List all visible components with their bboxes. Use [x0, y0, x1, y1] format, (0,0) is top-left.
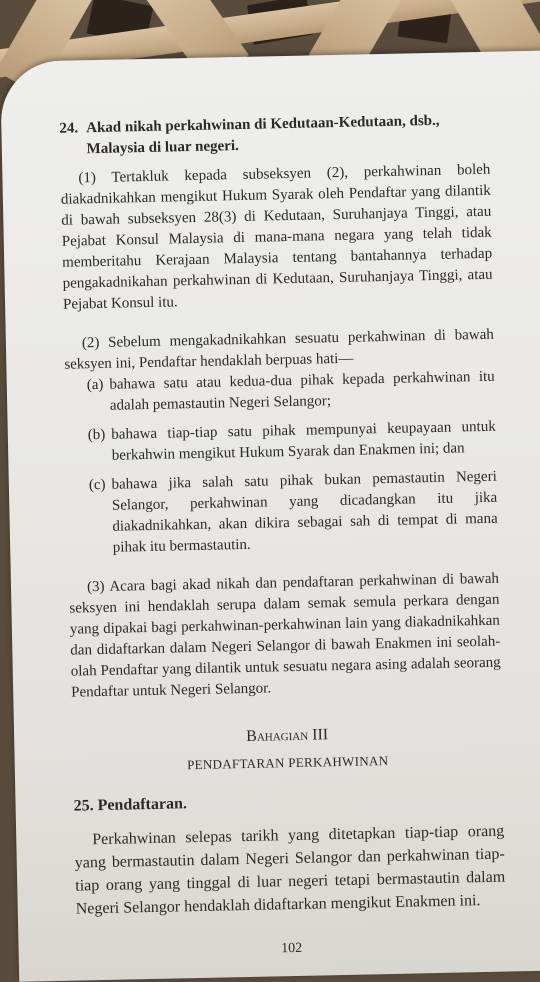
item-label: (b) — [87, 426, 106, 444]
page-number: 102 — [280, 940, 303, 957]
page-content — [59, 110, 507, 964]
item-label: (c) — [88, 476, 106, 494]
item-text: bahawa jika salah satu pihak bukan pemastautin Negeri Selangor, perkahwinan yang dicadangkan itu jika diakadnikahkan, akan dikira sebagai sah di tempat di mana pihak itu bermastautin. — [111, 468, 498, 556]
part-subtitle: PENDAFTARAN PERKAHWINAN — [186, 753, 389, 773]
section-24-title: Akad nikah perkahwinan di Kedutaan-Kedutaan, dsb., Malaysia di luar negeri. — [85, 112, 440, 158]
list-item — [65, 367, 496, 418]
item-text: bahawa tiap-tiap satu pihak mempunyai keupayaan untuk berkahwin mengikut Hukum Syarak dan Enakmen ini; dan — [111, 418, 496, 464]
list-item — [66, 417, 497, 468]
section-25-heading: 25. Pendaftaran. — [73, 795, 188, 815]
section-24-heading — [59, 110, 490, 161]
item-text: bahawa satu atau kedua-dua pihak kepada perkahwinan itu adalah pemastautin Negeri Selangor; — [109, 368, 495, 414]
part-title: Bahagian III — [246, 726, 329, 745]
item-label: (a) — [86, 376, 104, 394]
section-24-para-3: (3) Acara bagi akad nikah dan pendaftaran perkahwinan di bawah seksyen ini hendaklah serupa dalam semak semula perkara dengan yang dipakai bagi perkahwinan-perkahwinan lain yang diakadnikahkan dan didaftarkan dalam Negeri Selangor di bawah Enakmen ini seolah-olah Pendaftar yang dilantik untuk sesuatu negara asing adalah seorang Pendaftar untuk Negeri Selangor. — [69, 570, 501, 701]
section-24-number: 24. — [59, 120, 79, 137]
section-24-para-2: (2) Sebelum mengakadnikahkan sesuatu perkahwinan di bawah seksyen ini, Pendaftar hendaklah berpuas hati— — [64, 326, 494, 373]
section-24-para-1: (1) Tertakluk kepada subseksyen (2), perkahwinan boleh diakadnikahkan mengikut Hukum Syarak oleh Pendaftar yang dilantik di bawah subseksyen 28(3) di Kedutaan, Suruhanjaya Tinggi, atau Pejabat Konsul Malaysia di mana-mana negara yang telah tidak memberitahu Kerajaan Malaysia tentang bantahannya terhadap pengakadnikahan perkahwinan di Kedutaan, Suruhanjaya Tinggi, atau Pejabat Konsul itu. — [60, 161, 493, 313]
book-page — [0, 51, 540, 982]
section-25-body: Perkahwinan selepas tarikh yang ditetapkan tiap-tiap orang yang bermastautin dalam Negeri Selangor dan perkahwinan tiap-tiap orang yang tinggal di luar negeri tetapi bermastautin dalam Negeri Selangor hendaklah didaftarkan mengikut Enakmen ini. — [74, 822, 506, 918]
list-item — [67, 467, 499, 560]
